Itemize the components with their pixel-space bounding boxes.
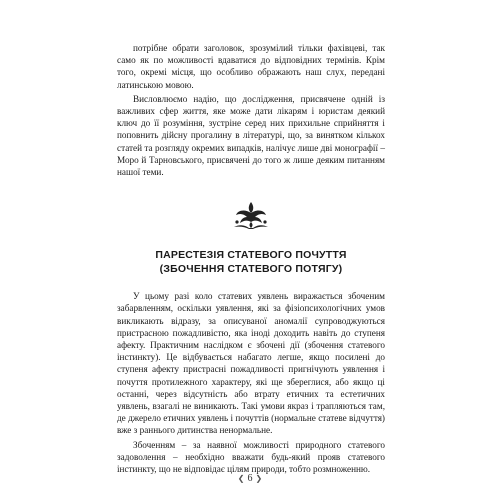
page-footer	[0, 473, 500, 484]
left-arrow-ornament-icon: ❮	[237, 474, 245, 483]
right-arrow-ornament-icon: ❯	[255, 474, 263, 483]
section-title-line2: (ЗБОЧЕННЯ СТАТЕВОГО ПОТЯГУ)	[159, 263, 343, 276]
page-body	[117, 42, 385, 475]
body-paragraph: потрібне обрати заголовок, зрозумілий тільки фахівцеві, так само як по можливості вдаватися до відповідних термінів. Крім того, окремі місця, що особливо ображають наш слух, передані латинською мовою.	[117, 43, 385, 90]
body-paragraph: У цьому разі коло статевих уявлень виражається збоченим забарвленням, оскільки уявлення, які за фізіопсихологічних умов викликають відразу, за описуваної аномалії супроводжуються пристрасною пожадливістю, яка іноді доходить навіть до ступеня афекту. Практичним наслідком є збочені дії (збочення статевого інстинкту). Це відбувається набагато легше, якщо посилені до ступеня афекту пристрасні пожадливості пригнічують уявлення і почуття протилежного характеру, які ще збереглися, або якщо ці останні, через відсутність або втрату етичних та естетичних уявлень, взагалі не виникають. Такі умови якраз і трапляються там, де джерело етичних уявлень і почуттів (нормальне статеве відчуття) вже з раннього дитинства ненормальне.	[117, 291, 385, 436]
body-paragraph: Збоченням – за наявної можливості природного статевого задоволення – необхідно вважати будь-який прояв статевого інстинкту, що не відповідає цілям природи, тобто розмноженню.	[117, 439, 385, 475]
body-paragraph: Висловлюємо надію, що дослідження, присвячене одній із важливих сфер життя, яке може дати лікарям і юристам деякий ключ до її розуміння, зустріне серед них прихильне сприйняття і поповнить дійсну прогалину в літературі, що, за винятком кількох статей та розгляду окремих випадків, налічує лише дві монографії – Моро й Тарновського, присвячені до того ж лише деяким питанням нашої теми.	[117, 93, 385, 178]
section-title-line1: ПАРЕСТЕЗІЯ СТАТЕВОГО ПОЧУТТЯ	[155, 249, 347, 262]
section-title	[117, 248, 385, 276]
floral-ornament-icon	[232, 200, 270, 230]
page-number: 6	[247, 473, 253, 484]
